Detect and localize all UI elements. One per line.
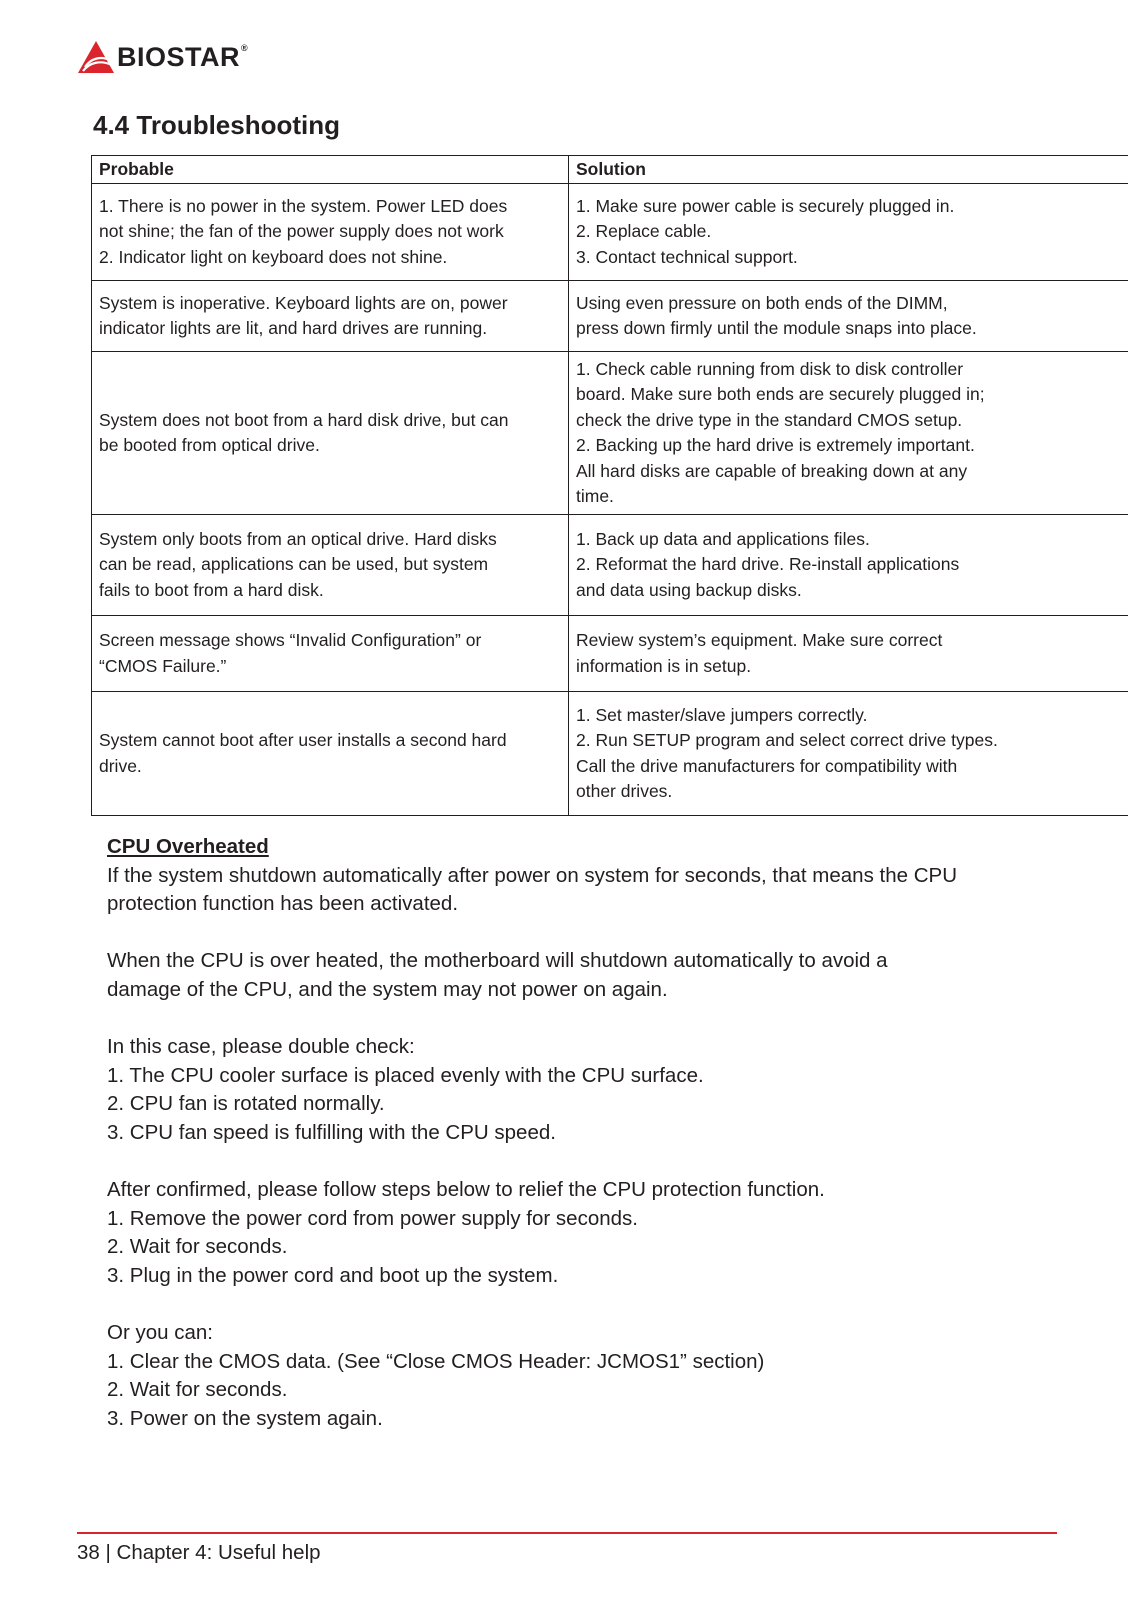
solution-cell [569, 692, 1128, 816]
cell-line: 3. Contact technical support. [576, 246, 798, 267]
cell-line: 1. Check cable running from disk to disk controller [576, 358, 964, 379]
list-item: 2. Wait for seconds. [107, 1235, 288, 1259]
cell-line: 1. Set master/slave jumpers correctly. [576, 704, 868, 725]
solution-cell [569, 352, 1128, 515]
solution-cell [569, 184, 1128, 281]
paragraph-line: When the CPU is over heated, the motherboard will shutdown automatically to avoid a [107, 949, 888, 973]
cell-line: time. [576, 486, 614, 506]
section-title: 4.4 Troubleshooting [93, 110, 341, 140]
cell-line: information is in setup. [576, 655, 752, 676]
table-row [92, 281, 1128, 352]
alt-intro: Or you can: [107, 1321, 213, 1345]
footer-rule [77, 1532, 1057, 1534]
table-row [92, 692, 1128, 816]
cell-line: press down firmly until the module snaps into place. [576, 318, 977, 338]
probable-cell [92, 515, 569, 616]
probable-cell [92, 616, 569, 692]
solution-cell [569, 616, 1128, 692]
cell-line: 2. Replace cable. [576, 221, 712, 242]
steps-intro: After confirmed, please follow steps below to relief the CPU protection function. [107, 1178, 825, 1202]
page-footer [77, 1541, 321, 1565]
cell-line: Review system’s equipment. Make sure correct [576, 630, 943, 650]
cell-line: “CMOS Failure.” [99, 655, 227, 676]
cell-line: 2. Reformat the hard drive. Re-install applications [576, 554, 960, 575]
cell-line: 2. Run SETUP program and select correct drive types. [576, 730, 998, 750]
brand-name: BIOSTAR® [117, 41, 249, 72]
cell-line: and data using backup disks. [576, 579, 802, 600]
cell-line: check the drive type in the standard CMOS setup. [576, 409, 963, 430]
cell-line: All hard disks are capable of breaking down at any [576, 460, 968, 481]
cell-line: System cannot boot after user installs a second hard [99, 730, 507, 750]
paragraph-line: damage of the CPU, and the system may not power on again. [107, 977, 668, 1001]
list-item: 1. The CPU cooler surface is placed evenly with the CPU surface. [107, 1063, 704, 1087]
solution-cell [569, 281, 1128, 352]
list-item: 2. CPU fan is rotated normally. [107, 1092, 385, 1116]
cell-line: fails to boot from a hard disk. [99, 579, 324, 600]
solution-cell [569, 515, 1128, 616]
list-item: 1. Remove the power cord from power supply for seconds. [107, 1206, 638, 1230]
table-row [92, 184, 1128, 281]
page-number: 38 [77, 1541, 100, 1564]
list-item: 3. Plug in the power cord and boot up the system. [107, 1263, 559, 1287]
list-item: 3. Power on the system again. [107, 1406, 383, 1430]
paragraph-line: protection function has been activated. [107, 892, 459, 916]
cell-line: be booted from optical drive. [99, 435, 320, 455]
cell-line: other drives. [576, 781, 673, 801]
table-row [92, 616, 1128, 692]
paragraph-line: If the system shutdown automatically after power on system for seconds, that means the CPU [107, 863, 957, 887]
probable-cell [92, 281, 569, 352]
header-solution: Solution [569, 156, 1128, 184]
cell-line: can be read, applications can be used, but system [99, 554, 489, 575]
cpu-overheated-heading: CPU Overheated [107, 835, 269, 858]
list-item: 2. Wait for seconds. [107, 1378, 288, 1402]
header-probable: Probable [92, 156, 569, 184]
cell-line: Using even pressure on both ends of the DIMM, [576, 292, 948, 313]
biostar-logo-icon [77, 40, 115, 74]
cpu-overheated-section [107, 833, 1047, 1433]
cell-line: 2. Indicator light on keyboard does not shine. [99, 246, 448, 267]
check-intro: In this case, please double check: [107, 1035, 415, 1059]
biostar-logo [77, 40, 248, 74]
probable-cell [92, 692, 569, 816]
chapter-title: Chapter 4: Useful help [116, 1541, 321, 1564]
cell-line: 1. There is no power in the system. Power LED does [99, 195, 508, 216]
cell-line: System does not boot from a hard disk drive, but can [99, 409, 509, 430]
cell-line: System only boots from an optical drive. Hard disks [99, 528, 497, 549]
cell-line: 2. Backing up the hard drive is extremely important. [576, 435, 975, 455]
cell-line: indicator lights are lit, and hard drives are running. [99, 318, 488, 338]
cell-line: 1. Back up data and applications files. [576, 528, 870, 549]
cell-line: not shine; the fan of the power supply does not work [99, 221, 504, 242]
cell-line: drive. [99, 755, 142, 776]
probable-cell [92, 184, 569, 281]
cell-line: board. Make sure both ends are securely plugged in; [576, 384, 985, 404]
list-item: 1. Clear the CMOS data. (See “Close CMOS Header: JCMOS1” section) [107, 1349, 765, 1373]
table-row [92, 515, 1128, 616]
table-header-row [92, 156, 1128, 184]
footer-separator: | [105, 1541, 111, 1564]
cell-line: 1. Make sure power cable is securely plugged in. [576, 195, 955, 216]
cell-line: System is inoperative. Keyboard lights are on, power [99, 292, 508, 313]
list-item: 3. CPU fan speed is fulfilling with the CPU speed. [107, 1120, 556, 1144]
cell-line: Screen message shows “Invalid Configuration” or [99, 630, 482, 650]
probable-cell [92, 352, 569, 515]
troubleshooting-table [91, 155, 1128, 816]
table-row [92, 352, 1128, 515]
cell-line: Call the drive manufacturers for compatibility with [576, 755, 958, 776]
